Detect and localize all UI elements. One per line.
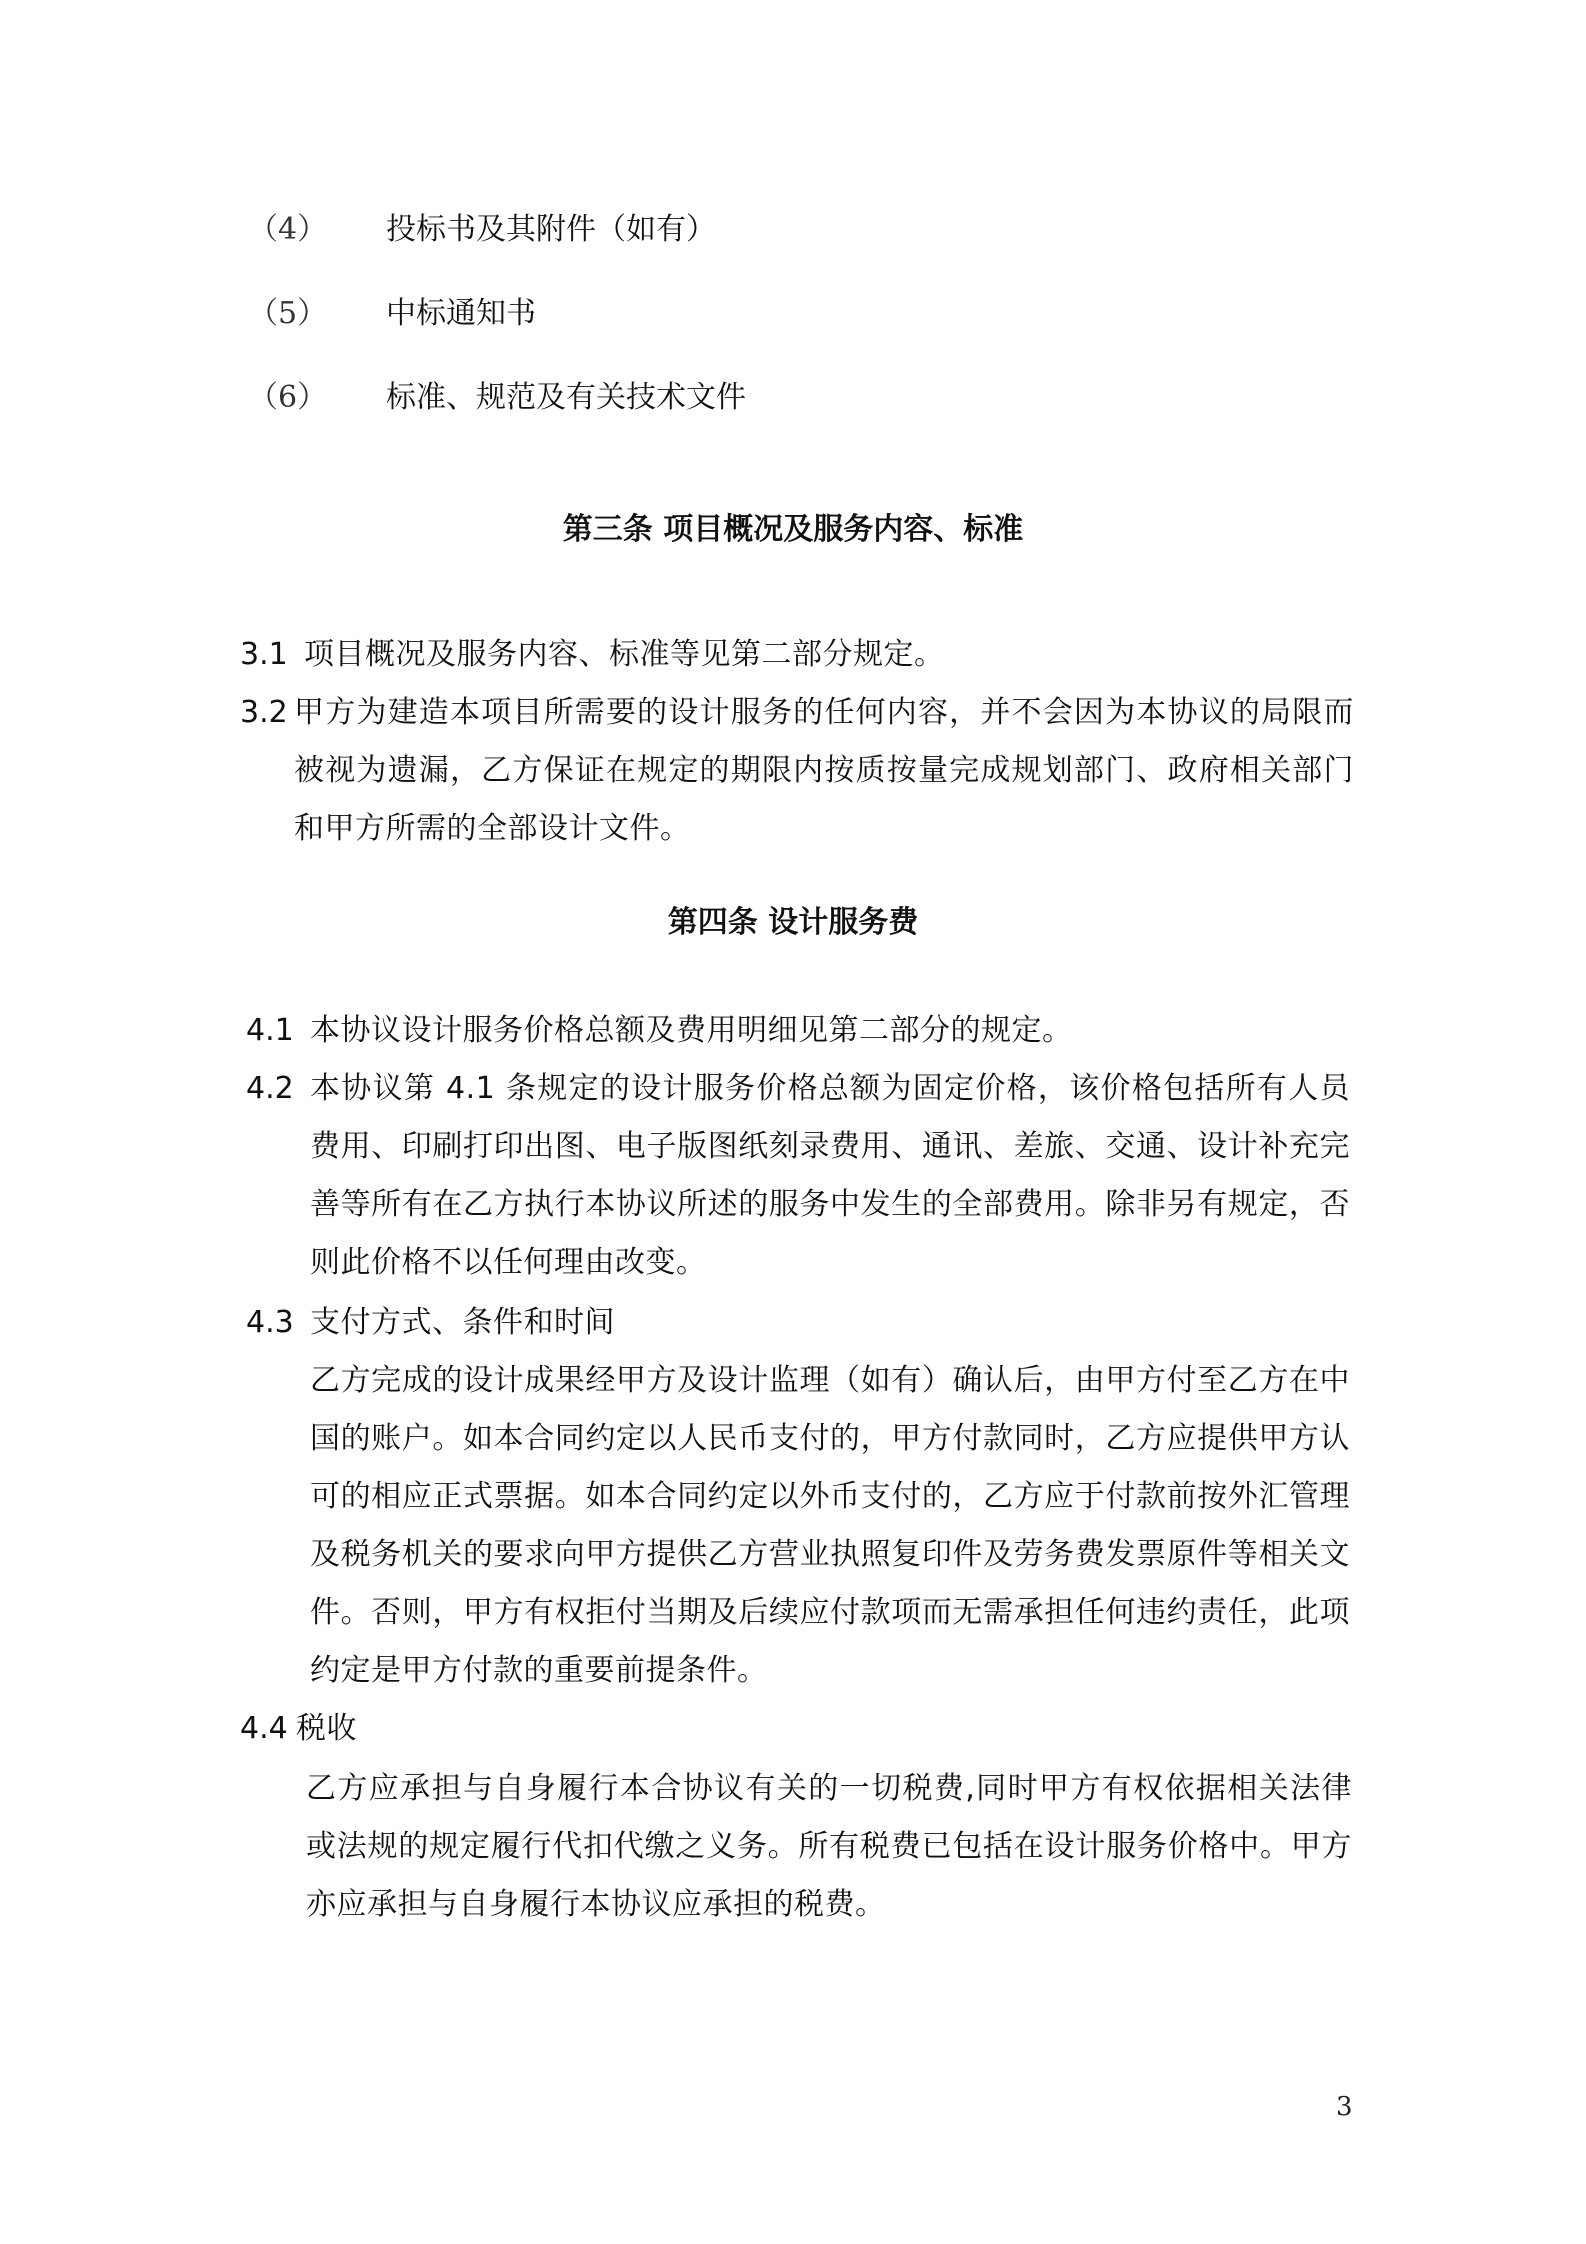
clause-number: 4.4	[240, 1711, 288, 1746]
clause-number: 4.1	[246, 1013, 294, 1048]
clause-title: 税收	[296, 1711, 357, 1746]
list-item-number: （4）	[248, 212, 328, 247]
list-item-number: （5）	[248, 296, 328, 331]
list-item-number: （6）	[248, 380, 328, 415]
list-item-text: 投标书及其附件（如有）	[386, 212, 716, 247]
clause-title: 支付方式、条件和时间	[310, 1305, 615, 1340]
clause-text: 甲方为建造本项目所需要的设计服务的任何内容，并不会因为本协议的局限而被视为遗漏，乙方保证在规定的期限内按质按量完成规划部门、政府相关部门和甲方所需的全部设计文件。	[294, 695, 1354, 846]
clause-number: 4.3	[246, 1305, 294, 1340]
clause-number: 3.1	[240, 637, 288, 672]
list-item-text: 标准、规范及有关技术文件	[386, 380, 746, 415]
list-item-text: 中标通知书	[386, 296, 536, 331]
clause-number: 4.2	[246, 1071, 294, 1106]
clause-number: 3.2	[240, 695, 288, 730]
clause-4-4-text: 乙方应承担与自身履行本合协议有关的一切税费,同时甲方有权依据相关法律或法规的规定履行代扣代缴之义务。所有税费已包括在设计服务价格中。甲方亦应承担与自身履行本协议应承担的税费。	[306, 1771, 1352, 1922]
clause-text: 本协议第 4.1 条规定的设计服务价格总额为固定价格，该价格包括所有人员费用、印刷打印出图、电子版图纸刻录费用、通讯、差旅、交通、设计补充完善等所有在乙方执行本协议所述的服务中发生的全部费用。除非另有规定，否则此价格不以任何理由改变。	[310, 1071, 1350, 1280]
clause-text: 项目概况及服务内容、标准等见第二部分规定。	[304, 637, 945, 672]
clause-text: 本协议设计服务价格总额及费用明细见第二部分的规定。	[310, 1013, 1073, 1048]
page-number: 3	[1336, 2092, 1353, 2122]
article-3-heading: 第三条 项目概况及服务内容、标准	[562, 512, 1024, 547]
article-4-heading: 第四条 设计服务费	[667, 905, 919, 940]
clause-4-3-text: 乙方完成的设计成果经甲方及设计监理（如有）确认后，由甲方付至乙方在中国的账户。如本合同约定以人民币支付的，甲方付款同时，乙方应提供甲方认可的相应正式票据。如本合同约定以外币支付的，乙方应于付款前按外汇管理及税务机关的要求向甲方提供乙方营业执照复印件及劳务费发票原件等相关文件。否则，甲方有权拒付当期及后续应付款项而无需承担任何违约责任，此项约定是甲方付款的重要前提条件。	[310, 1363, 1350, 1688]
